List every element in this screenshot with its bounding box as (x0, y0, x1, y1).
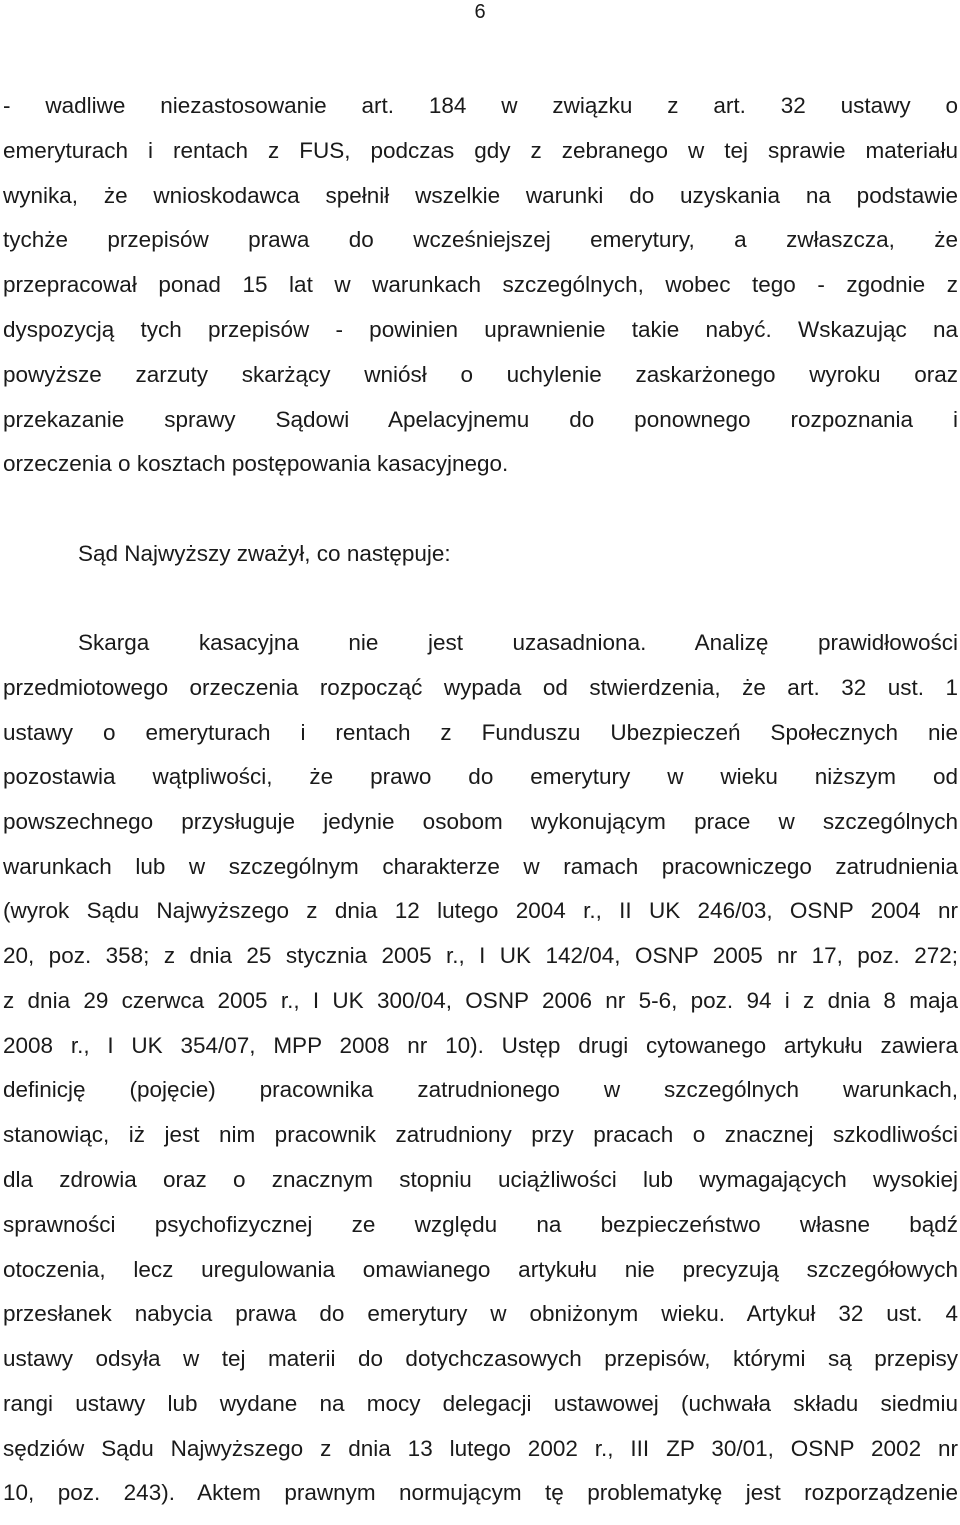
text-line: dla zdrowia oraz o znacznym stopniu uciążliwości lub wymagających wysokiej (3, 1167, 958, 1192)
text-line: ustawy o emeryturach i rentach z Funduszu Ubezpieczeń Społecznych nie (3, 720, 958, 745)
text-line: dyspozycją tych przepisów - powinien uprawnienie takie nabyć. Wskazując na (3, 317, 958, 342)
page-number: 6 (474, 1, 486, 23)
text-line: Sąd Najwyższy zważył, co następuje: (78, 541, 451, 566)
text-line: wynika, że wnioskodawca spełnił wszelkie warunki do uzyskania na podstawie (3, 183, 958, 208)
text-line: przepracował ponad 15 lat w warunkach szczególnych, wobec tego - zgodnie z (3, 272, 958, 297)
text-line: rangi ustawy lub wydane na mocy delegacji ustawowej (uchwała składu siedmiu (3, 1391, 958, 1416)
text-line: orzeczenia o kosztach postępowania kasacyjnego. (3, 451, 509, 476)
text-line: 2008 r., I UK 354/07, MPP 2008 nr 10). Ustęp drugi cytowanego artykułu zawiera (3, 1033, 958, 1058)
text-line: definicję (pojęcie) pracownika zatrudnionego w szczególnych warunkach, (3, 1077, 958, 1102)
text-line: tychże przepisów prawa do wcześniejszej emerytury, a zwłaszcza, że (3, 227, 958, 252)
text-line: 20, poz. 358; z dnia 25 stycznia 2005 r., I UK 142/04, OSNP 2005 nr 17, poz. 272; (3, 943, 958, 968)
text-line: - wadliwe niezastosowanie art. 184 w związku z art. 32 ustawy o (3, 93, 958, 118)
text-line: stanowiąc, iż jest nim pracownik zatrudniony przy pracach o znacznej szkodliwości (3, 1122, 958, 1147)
text-line: Skarga kasacyjna nie jest uzasadniona. Analizę prawidłowości (78, 630, 958, 655)
text-line: przekazanie sprawy Sądowi Apelacyjnemu do ponownego rozpoznania i (3, 407, 958, 432)
text-line: przedmiotowego orzeczenia rozpocząć wypada od stwierdzenia, że art. 32 ust. 1 (3, 675, 958, 700)
text-line: powszechnego przysługuje jedynie osobom wykonującym prace w szczególnych (3, 809, 958, 834)
text-line: sprawności psychofizycznej ze względu na bezpieczeństwo własne bądź (3, 1212, 958, 1237)
text-line: 10, poz. 243). Aktem prawnym normującym tę problematykę jest rozporządzenie (3, 1480, 958, 1505)
text-line: powyższe zarzuty skarżący wniósł o uchylenie zaskarżonego wyroku oraz (3, 362, 958, 387)
text-line: ustawy odsyła w tej materii do dotychczasowych przepisów, którymi są przepisy (3, 1346, 958, 1371)
text-line: emeryturach i rentach z FUS, podczas gdy z zebranego w tej sprawie materiału (3, 138, 958, 163)
text-line: z dnia 29 czerwca 2005 r., I UK 300/04, OSNP 2006 nr 5-6, poz. 94 i z dnia 8 maja (3, 988, 958, 1013)
text-line: (wyrok Sądu Najwyższego z dnia 12 lutego 2004 r., II UK 246/03, OSNP 2004 nr (3, 898, 958, 923)
text-line: otoczenia, lecz uregulowania omawianego artykułu nie precyzują szczegółowych (3, 1257, 958, 1282)
text-line: warunkach lub w szczególnym charakterze w ramach pracowniczego zatrudnienia (3, 854, 958, 879)
text-line: sędziów Sądu Najwyższego z dnia 13 lutego 2002 r., III ZP 30/01, OSNP 2002 nr (3, 1436, 958, 1461)
text-line: pozostawia wątpliwości, że prawo do emerytury w wieku niższym od (3, 764, 958, 789)
text-line: przesłanek nabycia prawa do emerytury w obniżonym wieku. Artykuł 32 ust. 4 (3, 1301, 958, 1326)
